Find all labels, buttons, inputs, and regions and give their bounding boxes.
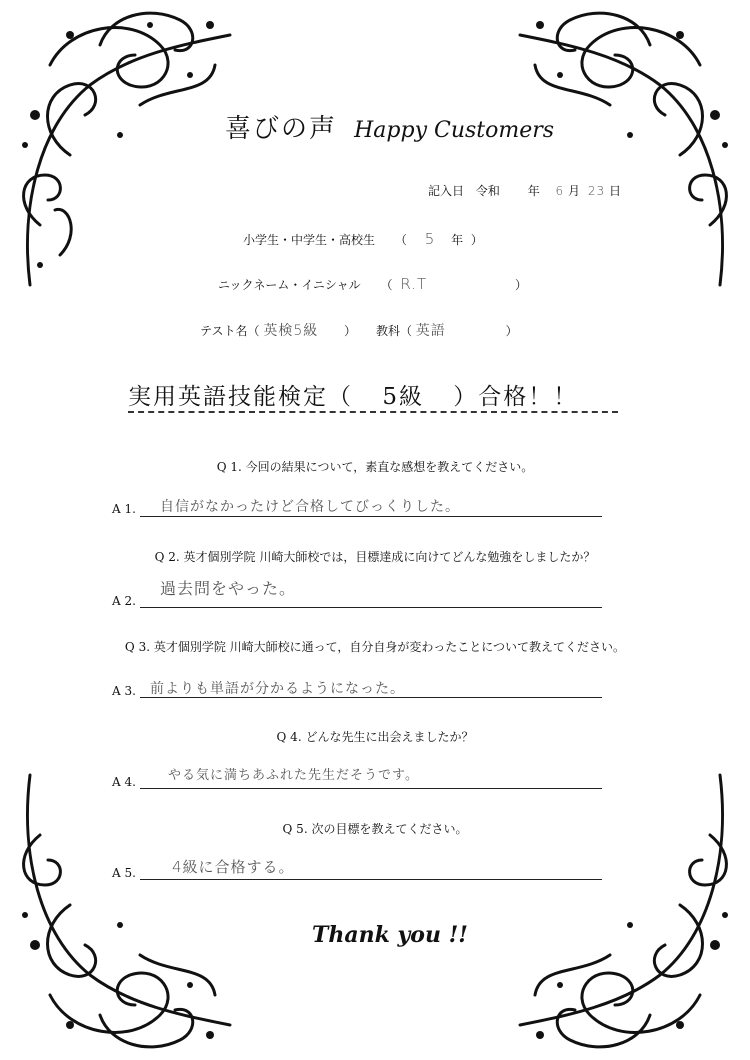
- date-month: 6: [555, 184, 565, 198]
- nickname-close: ）: [515, 278, 528, 292]
- answer-3-text: 前よりも単語が分かるようになった。: [150, 681, 405, 697]
- grade-open: （: [394, 233, 407, 247]
- flourish-top-left-icon: [10, 5, 240, 305]
- exam-suffix: ）合格！！: [453, 384, 579, 410]
- date-month-unit: 月: [568, 184, 581, 198]
- nickname-open: （: [380, 278, 393, 292]
- grade-row: [243, 230, 483, 248]
- question-5: Q 5. 次の目標を教えてください。: [282, 822, 468, 836]
- subject-value: 英語: [415, 323, 446, 339]
- title-japanese: 喜びの声: [225, 114, 338, 144]
- date-label: 記入日: [428, 184, 465, 198]
- date-day: 23: [587, 184, 606, 198]
- exam-grade: 5級: [382, 384, 424, 410]
- nickname-value: R.T: [400, 275, 428, 293]
- test-row: [200, 320, 518, 340]
- date-era: 令和: [475, 184, 500, 198]
- subject-label: 教科（: [375, 324, 412, 338]
- date-day-unit: 日: [608, 184, 621, 198]
- answer-2-text: 過去問をやった。: [160, 579, 297, 598]
- test-label: テスト名（: [200, 324, 260, 338]
- question-1: Q 1. 今回の結果について，素直な感想を教えてください。: [216, 460, 534, 474]
- test-value: 英検5級: [263, 323, 319, 339]
- flourish-top-right-icon: [510, 5, 740, 305]
- date-row: [428, 182, 621, 199]
- answer-2-label: A 2.: [112, 594, 136, 608]
- grade-unit: 年: [451, 233, 464, 247]
- nickname-row: [218, 275, 527, 293]
- exam-underline: [128, 411, 618, 413]
- question-2: Q 2. 英才個別学院 川崎大師校では，目標達成に向けてどんな勉強をしましたか？: [154, 550, 596, 564]
- answer-3-label: A 3.: [112, 684, 136, 698]
- answer-1-line: [140, 516, 602, 517]
- page-title: [225, 108, 554, 145]
- answer-5-text: 4級に合格する。: [172, 858, 295, 876]
- grade-label: 小学生・中学生・高校生: [243, 233, 376, 247]
- answer-2-line: [140, 607, 602, 608]
- answer-4-line: [140, 788, 602, 789]
- answer-5-label: A 5.: [112, 866, 136, 880]
- nickname-label: ニックネーム・イニシャル: [218, 278, 361, 292]
- question-4: Q 4. どんな先生に出会えましたか？: [276, 730, 474, 744]
- flourish-bottom-left-icon: [10, 755, 240, 1055]
- answer-1-label: A 1.: [112, 502, 136, 516]
- answer-3-line: [140, 697, 602, 698]
- answer-4-label: A 4.: [112, 775, 136, 789]
- date-year-unit: 年: [527, 184, 540, 198]
- flourish-bottom-right-icon: [510, 755, 740, 1055]
- grade-close: ）: [470, 233, 483, 247]
- exam-heading: [128, 378, 578, 411]
- answer-4-text: やる気に満ちあふれた先生だそうです。: [168, 768, 419, 783]
- answer-5-line: [140, 879, 602, 880]
- answer-1-text: 自信がなかったけど合格してびっくりした。: [160, 499, 460, 515]
- subject-close: ）: [505, 324, 518, 338]
- exam-prefix: 実用英語技能検定（: [128, 384, 353, 410]
- test-close: ）: [344, 324, 357, 338]
- grade-value: 5: [424, 230, 436, 248]
- question-3: Q 3. 英才個別学院 川崎大師校に通って，自分自身が変わったことについて教えてください。: [124, 640, 626, 654]
- title-english: Happy Customers: [354, 118, 555, 143]
- thank-you-text: Thank you !!: [312, 922, 468, 948]
